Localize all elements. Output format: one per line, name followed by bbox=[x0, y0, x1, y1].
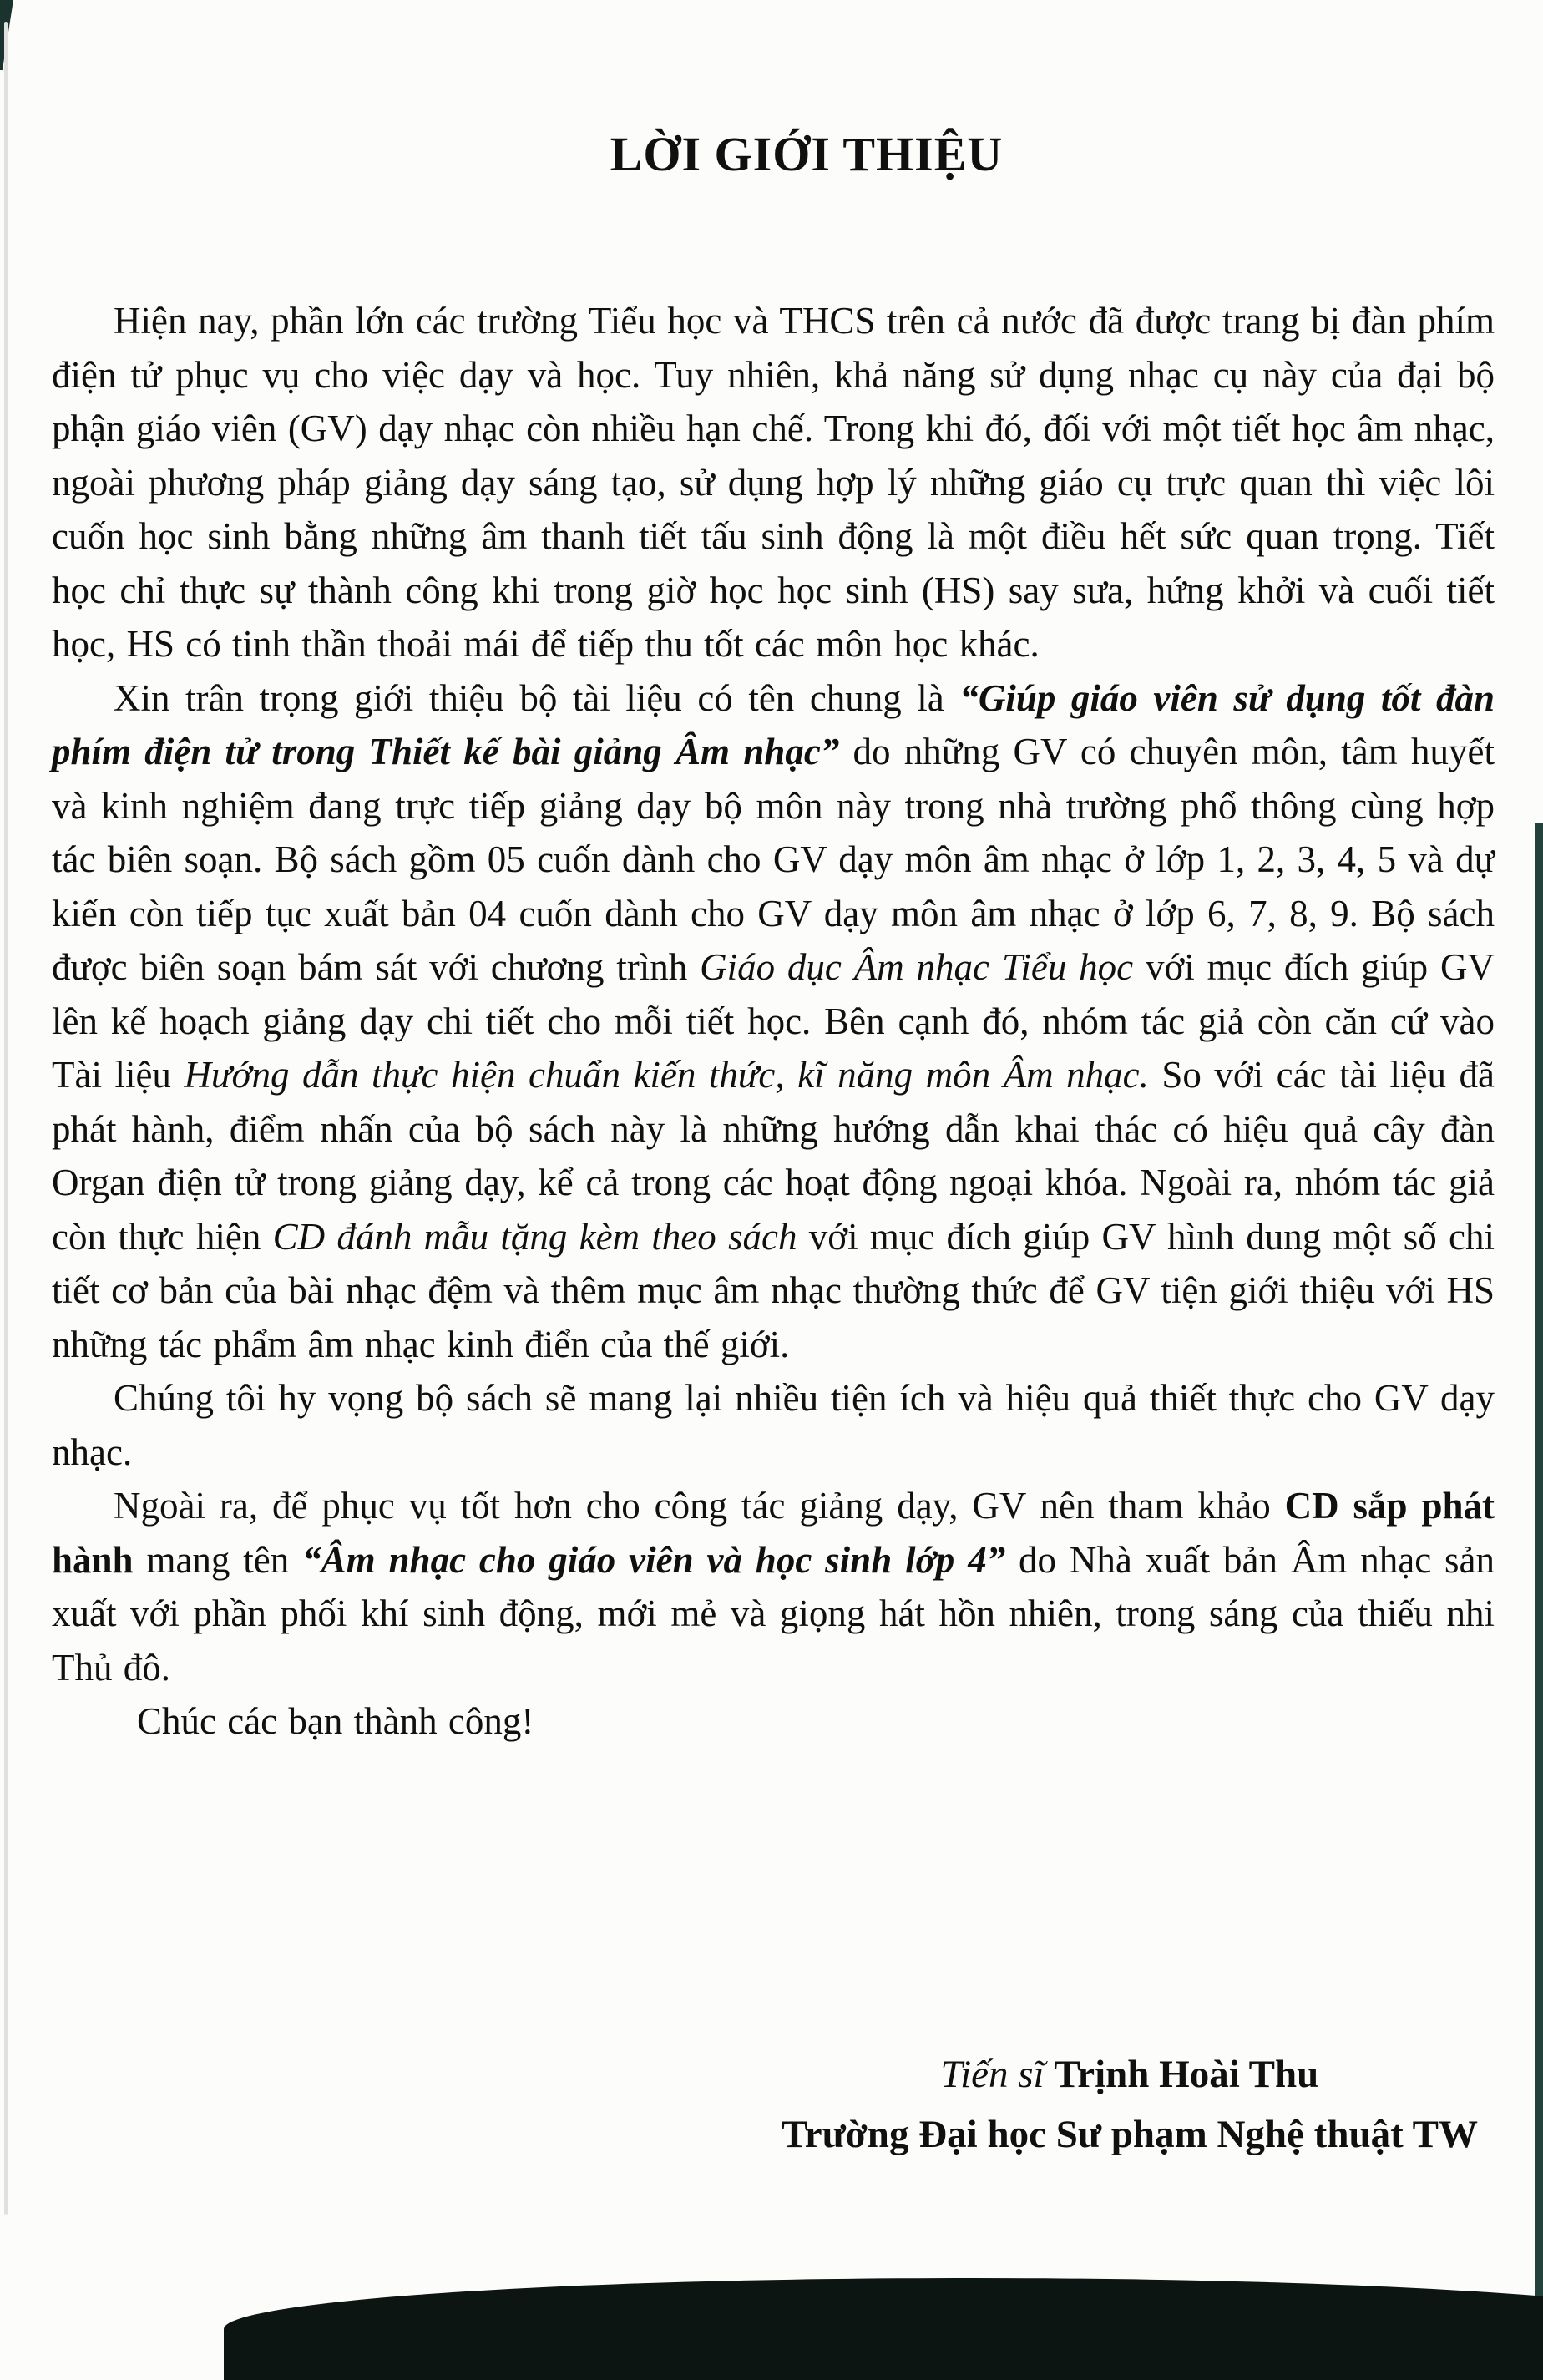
paragraph-book-series: Xin trân trọng giới thiệu bộ tài liệu có tên chung là “Giúp giáo viên sử dụng tốt đàn phím điện tử trong Thiết kế bài giảng Âm nhạc” do những GV có chuyên môn, tâm huyết và kinh nghiệm đang trực tiếp giảng dạy bộ môn này trong nhà trường phổ thông cùng hợp tác biên soạn. Bộ sách gồm 05 cuốn dành cho GV dạy môn âm nhạc ở lớp 1, 2, 3, 4, 5 và dự kiến còn tiếp tục xuất bản 04 cuốn dành cho GV dạy môn âm nhạc ở lớp 6, 7, 8, 9. Bộ sách được biên soạn bám sát với chương trình Giáo dục Âm nhạc Tiểu học với mục đích giúp GV lên kế hoạch giảng dạy chi tiết cho mỗi tiết học. Bên cạnh đó, nhóm tác giả còn căn cứ vào Tài liệu Hướng dẫn thực hiện chuẩn kiến thức, kĩ năng môn Âm nhạc. So với các tài liệu đã phát hành, điểm nhấn của bộ sách này là những hướng dẫn khai thác có hiệu quả cây đàn Organ điện tử trong giảng dạy, kể cả trong các hoạt động ngoại khóa. Ngoài ra, nhóm tác giả còn thực hiện CD đánh mẫu tặng kèm theo sách với mục đích giúp GV hình dung một số chi tiết cơ bản của bài nhạc đệm và thêm mục âm nhạc thường thức để GV tiện giới thiệu với HS những tác phẩm âm nhạc kinh điển của thế giới. bbox=[52, 676, 1495, 1365]
document-body bbox=[52, 294, 1495, 1749]
signature-affiliation-line: Trường Đại học Sư phạm Nghệ thuật TW bbox=[781, 2113, 1478, 2156]
page-left-edge-line bbox=[4, 22, 8, 2215]
paragraph-cd-reference: Ngoài ra, để phục vụ tốt hơn cho công tác giảng dạy, GV nên tham khảo CD sắp phát hành mang tên “Âm nhạc cho giáo viên và học sinh lớp 4” do Nhà xuất bản Âm nhạc sản xuất với phần phối khí sinh động, mới mẻ và giọng hát hồn nhiên, trong sáng của thiếu nhi Thủ đô. bbox=[52, 1485, 1495, 1689]
paragraph-hope: Chúng tôi hy vọng bộ sách sẽ mang lại nhiều tiện ích và hiệu quả thiết thực cho GV dạy nhạc. bbox=[52, 1377, 1495, 1473]
page-right-edge-scan-strip bbox=[1535, 823, 1543, 2315]
paragraph-intro: Hiện nay, phần lớn các trường Tiểu học và THCS trên cả nước đã được trang bị đàn phím điện tử phục vụ cho việc dạy và học. Tuy nhiên, khả năng sử dụng nhạc cụ này của đại bộ phận giáo viên (GV) dạy nhạc còn nhiều hạn chế. Trong khi đó, đối với một tiết học âm nhạc, ngoài phương pháp giảng dạy sáng tạo, sử dụng hợp lý những giáo cụ trực quan thì việc lôi cuốn học sinh bằng những âm thanh tiết tấu sinh động là một điều hết sức quan trọng. Tiết học chỉ thực sự thành công khi trong giờ học học sinh (HS) say sưa, hứng khởi và cuối tiết học, HS có tinh thần thoải mái để tiếp thu tốt các môn học khác. bbox=[52, 300, 1495, 665]
paragraph-closing-wish: Chúc các bạn thành công! bbox=[137, 1700, 534, 1742]
page-bottom-scan-shadow bbox=[224, 2278, 1543, 2380]
page-title: LỜI GIỚI THIỆU bbox=[610, 126, 1004, 181]
signature-author-line: Tiến sĩ Trịnh Hoài Thu bbox=[940, 2053, 1319, 2096]
signature-block bbox=[782, 2044, 1478, 2165]
